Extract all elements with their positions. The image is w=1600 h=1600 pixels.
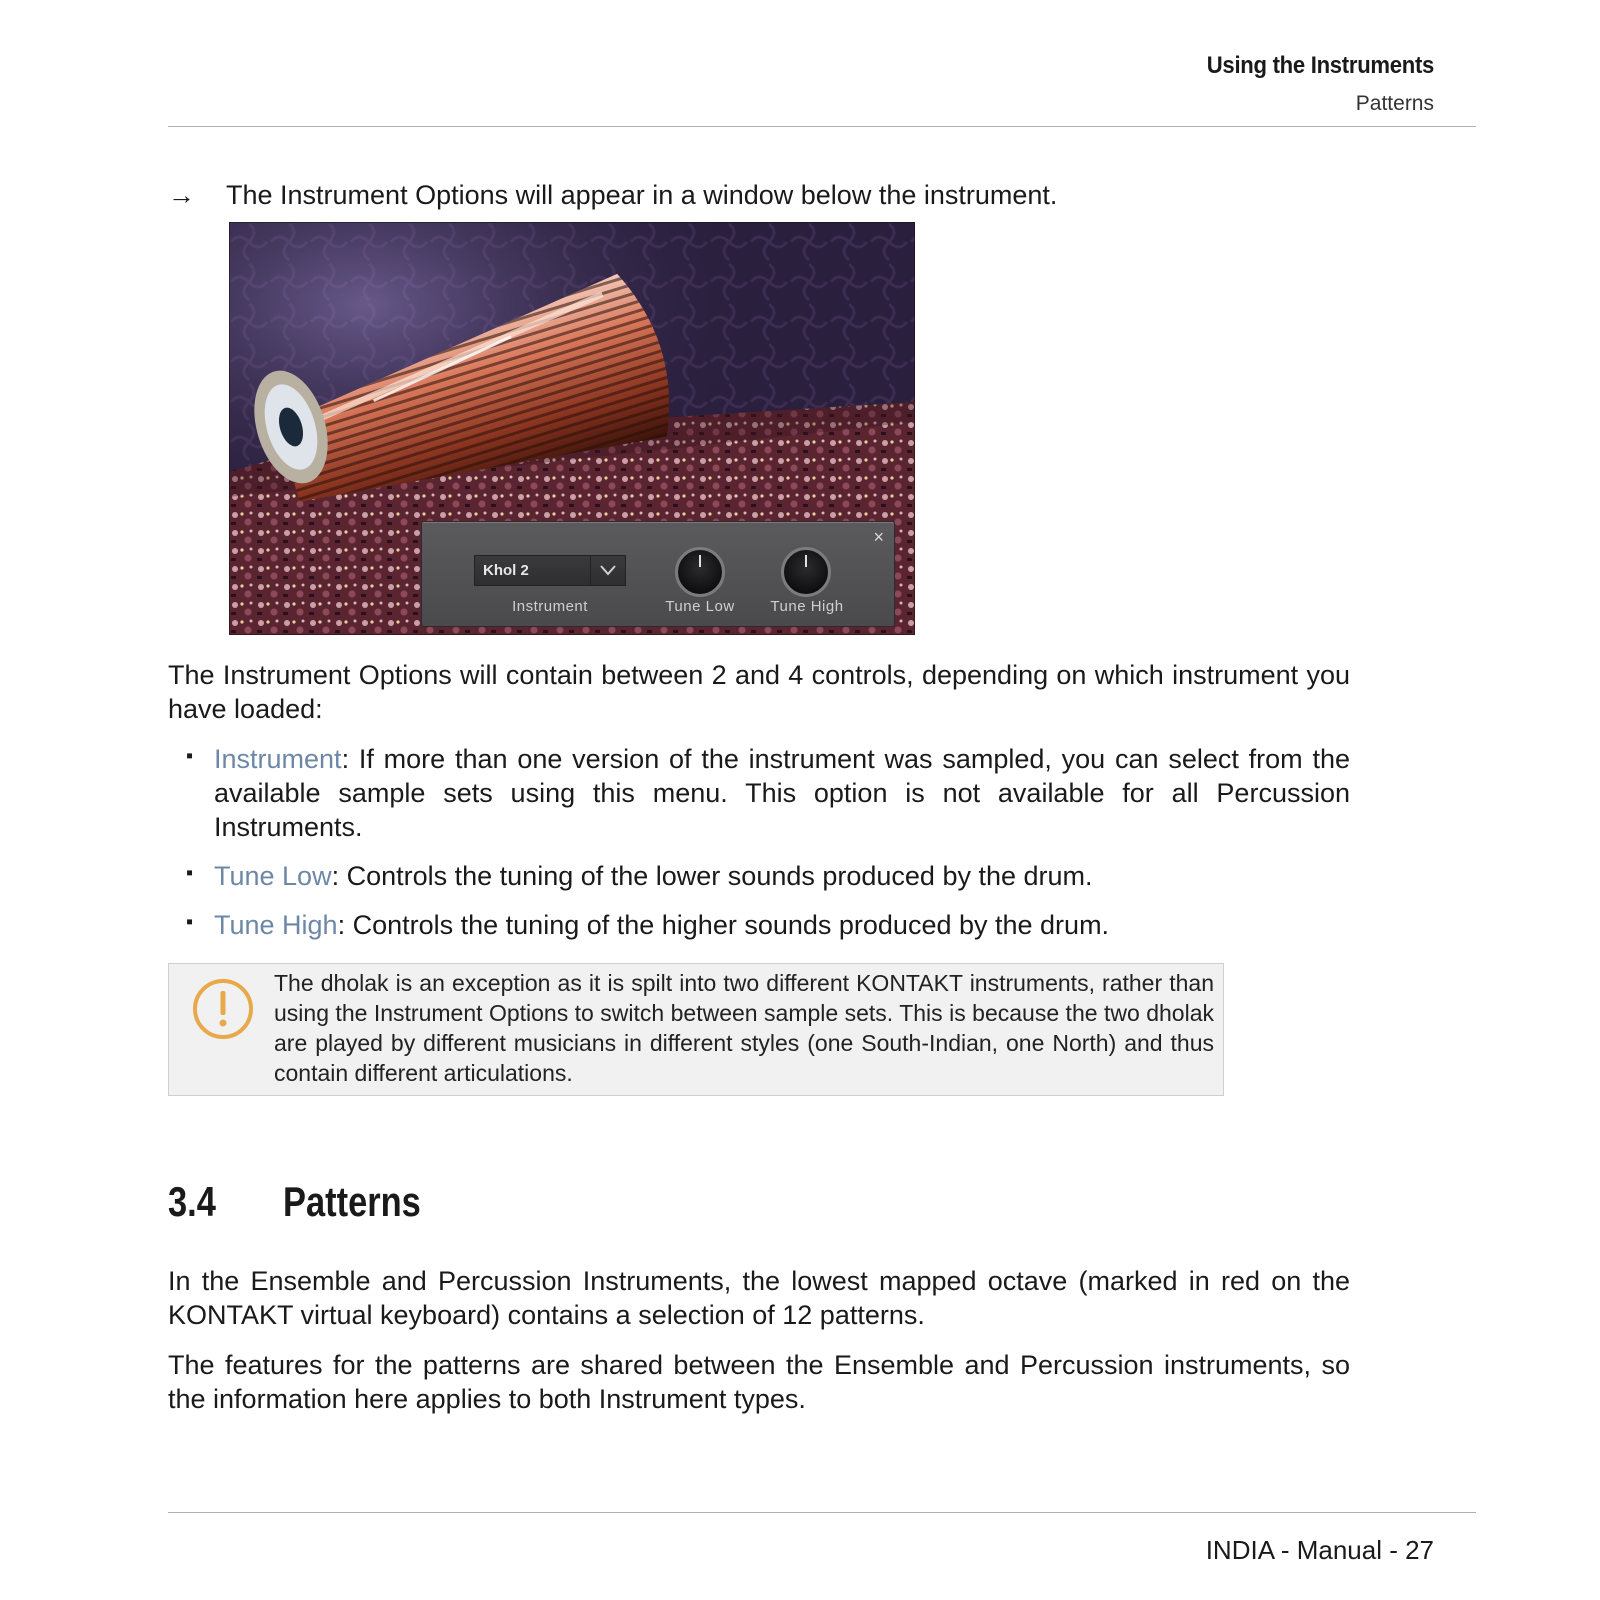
- bullet-marker: ▪: [186, 862, 194, 884]
- section-title: Patterns: [283, 1178, 421, 1225]
- instrument-select-value: Khol 2: [483, 562, 529, 579]
- paragraph-patterns-intro: In the Ensemble and Percussion Instruments, the lowest mapped octave (marked in red on the KONTAKT virtual keyboard) contains a selection of 12 patterns.: [168, 1266, 1350, 1330]
- running-header-subtitle: Patterns: [1355, 92, 1434, 115]
- paragraph-controls-intro: The Instrument Options will contain between 2 and 4 controls, depending on which instrument you have loaded:: [168, 660, 1350, 724]
- close-icon[interactable]: ×: [873, 527, 884, 547]
- tune-high-knob[interactable]: [781, 547, 831, 597]
- tune-low-knob[interactable]: [675, 547, 725, 597]
- bullet-text: : If more than one version of the instrument was sampled, you can select from the available sample sets using this menu. This option is not available for all Percussion Instruments.: [214, 744, 1350, 842]
- instrument-select[interactable]: [474, 555, 626, 586]
- bullet-marker: ▪: [186, 745, 194, 767]
- bullet-tune-low: [214, 859, 1350, 893]
- exclamation-circle-icon: [191, 977, 255, 1046]
- arrow-icon: →: [168, 180, 195, 210]
- instrument-screenshot: [229, 222, 915, 635]
- tune-high-label: Tune High: [770, 598, 844, 615]
- bullet-text: : Controls the tuning of the higher sounds produced by the drum.: [337, 910, 1110, 940]
- warning-note: [168, 963, 1224, 1096]
- chevron-down-icon: [590, 556, 625, 585]
- header-rule: [168, 126, 1476, 127]
- result-step-text: The Instrument Options will appear in a window below the instrument.: [226, 180, 1058, 210]
- knob-indicator: [805, 555, 807, 567]
- section-number: 3.4: [168, 1178, 216, 1225]
- tune-low-label: Tune Low: [665, 598, 735, 615]
- footer-rule: [168, 1512, 1476, 1513]
- result-step: [168, 180, 1057, 211]
- running-header-title: Using the Instruments: [1206, 52, 1434, 79]
- page-footer: INDIA - Manual - 27: [1205, 1535, 1434, 1565]
- note-text: The dholak is an exception as it is spilt into two different KONTAKT instruments, rather than using the Instrument Options to switch between sample sets. This is because the two dholak are played by different musicians in different styles (one South-Indian, one North) and thus contain different articulations.: [274, 970, 1214, 1086]
- bullet-text: : Controls the tuning of the lower sounds produced by the drum.: [331, 861, 1093, 891]
- paragraph-patterns-shared: The features for the patterns are shared between the Ensemble and Percussion instruments, so the information here applies to both Instrument types.: [168, 1350, 1350, 1414]
- instrument-label: Instrument: [512, 598, 588, 615]
- term-link[interactable]: Tune High: [214, 910, 338, 940]
- instrument-options-panel: [421, 521, 895, 627]
- term-link[interactable]: Tune Low: [214, 861, 332, 891]
- knob-indicator: [699, 555, 701, 567]
- bullet-instrument: [214, 742, 1350, 844]
- bullet-marker: ▪: [186, 911, 194, 933]
- bullet-tune-high: [214, 908, 1350, 942]
- term-link[interactable]: Instrument: [214, 744, 342, 774]
